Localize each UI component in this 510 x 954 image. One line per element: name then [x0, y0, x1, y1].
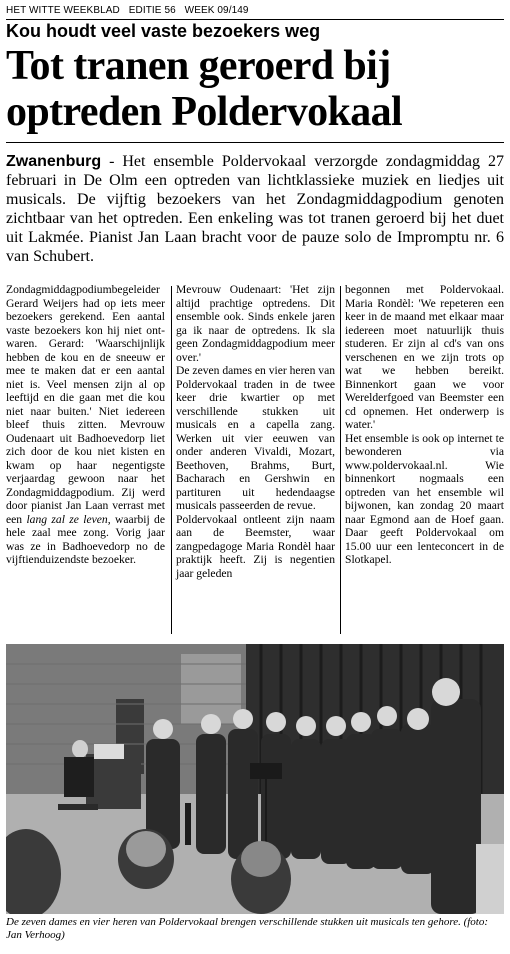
column-1-text [6, 283, 165, 567]
concert-photo [6, 644, 504, 914]
headline-line-2: optreden Poldervokaal [6, 89, 403, 135]
body-column-2 [176, 283, 335, 580]
column-1-italic: lang zal ze leven, [26, 512, 111, 526]
week-number: WEEK 09/149 [184, 5, 249, 16]
kicker-subheadline: Kou houdt veel vaste bezoekers weg [6, 21, 321, 41]
lead-paragraph [6, 152, 504, 266]
column-divider [340, 286, 341, 634]
column-divider [171, 286, 172, 634]
column-2-paragraph-3: Poldervokaal ontleent zijn naam aan de Beemster, waar zangpedagoge Maria Rondèl haar praktijk heeft. Zij is negentien jaar geleden [176, 512, 335, 580]
column-2-paragraph-1: Mevrouw Oudenaart: 'Het zijn altijd prachtige optredens. Dit ensemble ook. Sinds enkele jaren ga ik naar de optredens. Ik sla geen Zondagmiddagpodium meer over.' [176, 283, 335, 364]
edition-number: EDITIE 56 [128, 5, 176, 16]
body-column-3 [345, 283, 504, 567]
dateline: Zwanenburg [6, 153, 102, 170]
column-3-paragraph-1: begonnen met Poldervokaal. Maria Rondèl: 'We repeteren een keer in de maand met elkaar maar iedereen moet natuurlijk thuis studeren. Er zijn al cd's van ons verschenen en we zijn trots op wat we hebben bereikt. Binnenkort gaan we voor Werelderfgoed van Beemster een cd opnemen. Het onderwerp is water.' [345, 283, 504, 431]
column-2-paragraph-2: De zeven dames en vier heren van Poldervokaal traden in de twee keer drie kwartier op met verschillende stukken uit musicals en a capella zang. Werken uit vier eeuwen van onder anderen Vivaldi, Mozart, Beethoven, Brahms, Burt, Bacharach en Gershwin en partituren uit hedendaagse musicals passeerden de revue. [176, 364, 336, 512]
paper-name: HET WITTE WEEKBLAD [6, 5, 120, 16]
column-1-text-a: Zondagmiddagpodiumbegeleider Gerard Weijers had op iets meer bezoekers gerekend. Een aantal vaste bezoekers kon hij niet ontwaren. Gerard: 'Waarschijnlijk hebben de kou en de sneeuw er mee te maken dat er een aantal niet is. Veel mensen zijn al op leeftijd en die gaan met die kou niet naar buiten.' Niet iedereen bleef thuis zitten. Mevrouw Oudenaart uit Badhoevedorp liet zich door de kou niet kisten en kwam op haar negentigste verjaardag gewoon naar het Zondagmiddagpodium. Zij werd door pianist Jan Laan verrast met een [6, 283, 165, 526]
lead-text: - Het ensemble Poldervokaal verzorgde zondagmiddag 27 februari in De Olm een optreden van lichtklassieke muziek en liedjes uit musicals. De vijftig bezoekers van het Zondagmiddagpodium genoten zichtbaar van het optreden. Een enkeling was tot tranen geroerd bij het duet uit Lakmée. Pianist Jan Laan bracht voor de pauze solo de Impromptu nr. 6 van Schubert. [6, 153, 504, 265]
body-column-1 [6, 283, 165, 567]
headline-rule [6, 142, 504, 143]
column-1-text-b: waarbij de hele zaal mee zong. Vorig jaar was ze in Badhoevedorp no de vijftienduizendste bezoeker. [6, 512, 165, 566]
headline-line-1: Tot tranen geroerd bij [6, 43, 391, 89]
concert-photo-drawing [6, 644, 504, 914]
photo-caption: De zeven dames en vier heren van Poldervokaal brengen verschillende stukken uit musicals ten gehore. (foto: Jan Verhoog) [6, 916, 489, 941]
masthead-line [6, 3, 504, 20]
column-3-paragraph-2: Het ensemble is ook op internet te bewonderen via www.poldervokaal.nl. Wie binnenkort nogmaals een optreden van het ensemble wil bijwonen, kan zondag 20 maart naar Egmond aan de Hoef gaan. Daar geeft Poldervokaal om 15.00 uur een lenteconcert in de Slotkapel. [345, 431, 504, 566]
headline [6, 43, 504, 135]
